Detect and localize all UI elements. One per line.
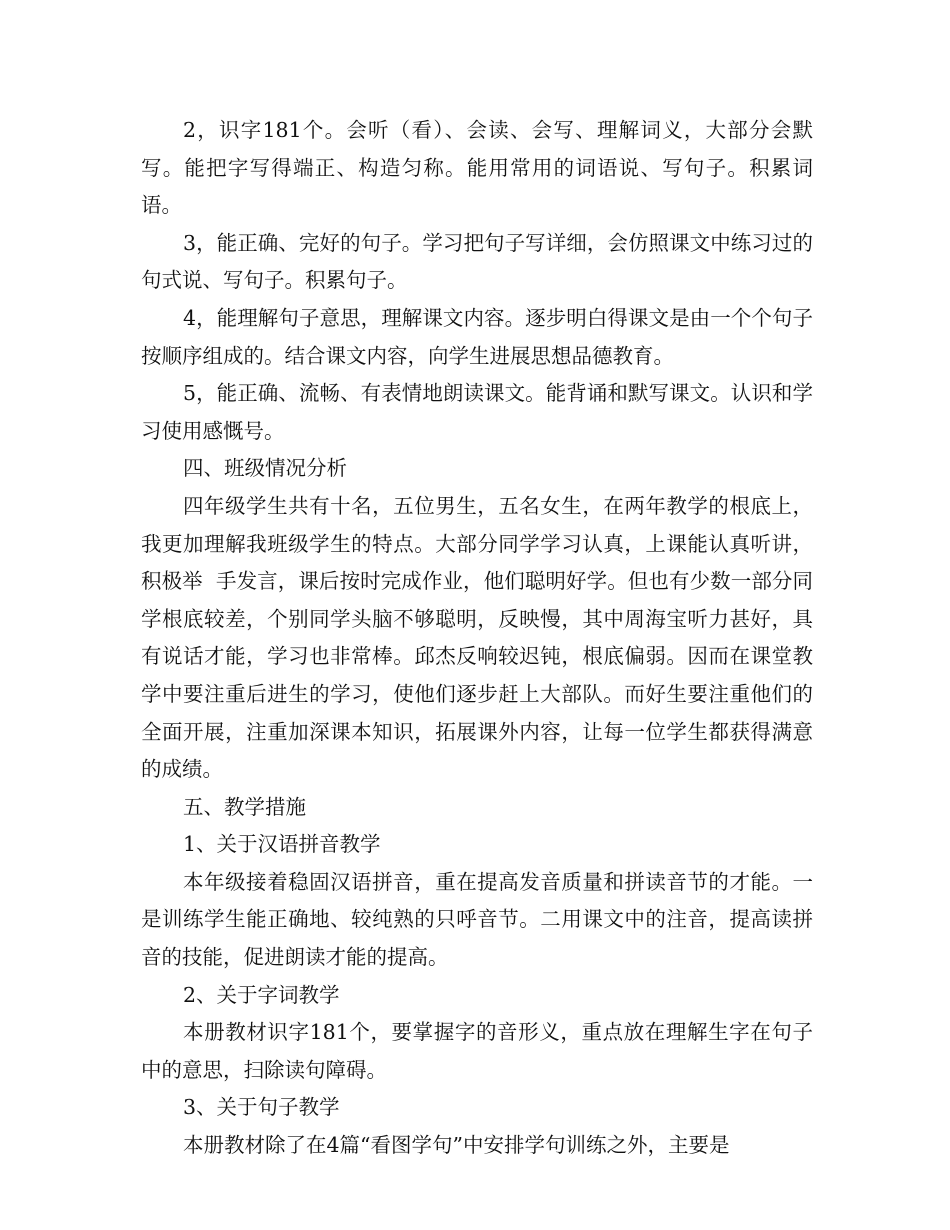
paragraph-class-analysis: 四年级学生共有十名，五位男生，五名女生，在两年教学的根底上，我更加理解我班级学生的特点。大部分同学学习认真，上课能认真听讲，积极举 手发言，课后按时完成作业，他们聪明好学。但也有少数一部分同学根底较差，个别同学头脑不够聪明，反映慢，其中周海宝听力甚好，具有说话才能，学习也非常棒。邱杰反响较迟钝，根底偏弱。因而在课堂教学中要注重后进生的学习，使他们逐步赶上大部队。而好生要注重他们的全面开展，注重加深课本知识，拓展课外内容，让每一位学生都获得满意的成绩。 <box>141 493 813 782</box>
subheading-pinyin: 1、关于汉语拼音教学 <box>183 832 381 857</box>
subheading-sentences: 3、关于句子教学 <box>183 1095 340 1120</box>
paragraph-characters: 本册教材识字181个，要掌握字的音形义，重点放在理解生字在句子中的意思，扫除读句障碍。 <box>141 1020 813 1082</box>
section-heading-teaching-measures: 五、教学措施 <box>183 794 306 819</box>
paragraph-goal-3: 3，能正确、完好的句子。学习把句子写详细，会仿照课文中练习过的句式说、写句子。积累句子。 <box>141 230 813 293</box>
paragraph-goal-2: 2，识字181个。会听（看）、会读、会写、理解词义，大部分会默写。能把字写得端正、构造匀称。能用常用的词语说、写句子。积累词语。 <box>141 118 813 218</box>
section-heading-class-analysis: 四、班级情况分析 <box>183 456 347 481</box>
subheading-characters: 2、关于字词教学 <box>183 982 340 1007</box>
paragraph-sentences: 本册教材除了在4篇“看图学句”中安排学句训练之外，主要是 <box>183 1133 730 1158</box>
paragraph-pinyin: 本年级接着稳固汉语拼音，重在提高发音质量和拼读音节的才能。一是训练学生能正确地、较纯熟的只呼音节。二用课文中的注音，提高读拼音的技能，促进朗读才能的提高。 <box>141 869 813 970</box>
document-body <box>141 112 813 1165</box>
paragraph-goal-5: 5，能正确、流畅、有表情地朗读课文。能背诵和默写课文。认识和学习使用感慨号。 <box>141 381 813 443</box>
paragraph-goal-4: 4，能理解句子意思，理解课文内容。逐步明白得课文是由一个个句子按顺序组成的。结合课文内容，向学生进展思想品德教育。 <box>141 305 813 368</box>
